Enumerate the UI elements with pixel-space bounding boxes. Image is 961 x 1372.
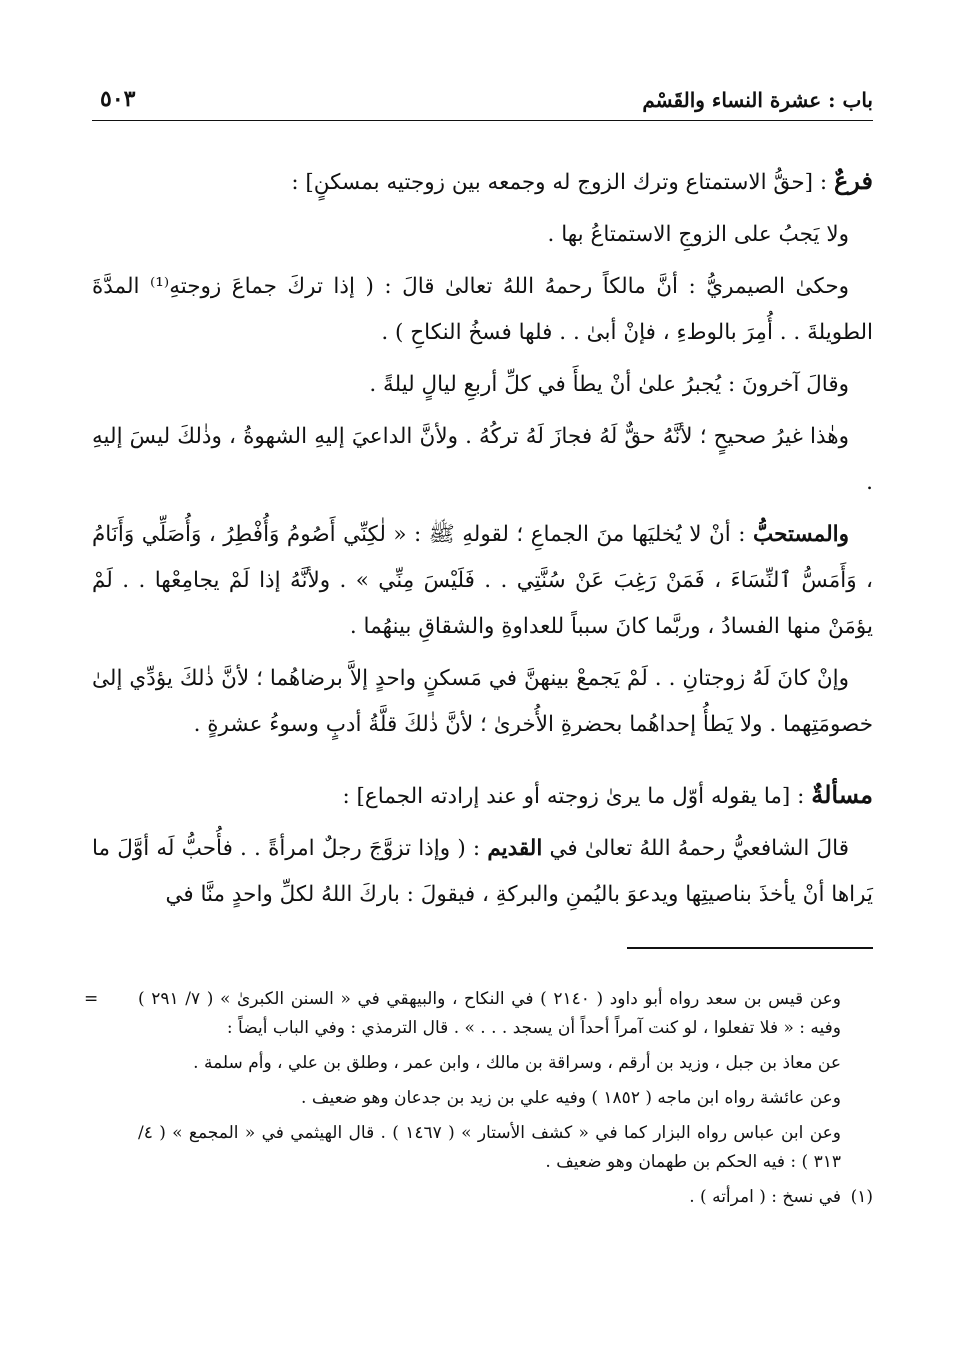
footnotes [84, 985, 873, 1218]
footnote-line-4: وعن ابن عباس رواه البزار كما في « كشف الأستار » ( ١٤٦٧ ) . قال الهيثمي في « المجمع » ( ٤/ ٣١٣ ) : فيه الحكم بن طهمان وهو ضعيف . [138, 1123, 841, 1172]
footnote-1 [92, 1183, 873, 1212]
chapter-title: باب : عشرة النساء والقَسْم [642, 88, 873, 112]
footnote-continuation: = وعن قيس بن سعد رواه أبو داود ( ٢١٤٠ ) في النكاح ، والبيهقي في « السنن الكبرىٰ » ( ٧/ ٢٩١ ) وفيه : « فلا تفعلوا ، لو كنت آمراً أحداً أن يسجد . . . » . قال الترمذي : وفي الباب أيضاً : [92, 985, 873, 1043]
footnote-1-text: في نسخ : ( امرأته ) . [689, 1187, 841, 1207]
paragraph-5-text: : أنْ لا يُخليَها منَ الجماعِ ؛ لقولهِ ﷺ : « لٰكِنِّي أَصُومُ وَأُفْطِرُ ، وَأُصَلِّي وَأَنَامُ ، وَأَمَسُّ ٱلنِّسَاءَ ، فَمَنْ رَغِبَ عَنْ سُنَّتِي . . فَلَيْسَ مِنِّي » . ولأنَّهُ إذا لَمْ يجامِعْها . . لَمْ يؤمَنْ منها الفسادُ ، وربَّما كانَ سبباً للعداوةِ والشقاقِ بينهُما . [92, 522, 873, 639]
page-header [92, 80, 873, 121]
footnote-line-2: عن معاذ بن جبل ، وزيد بن أرقم ، وسراقة بن مالك ، وابن عمر ، وطلق بن علي ، وأم سلمة . [193, 1053, 841, 1073]
masala-heading [92, 772, 873, 820]
paragraph-3: وقالَ آخرونَ : يُجبرُ علىٰ أنْ يطأَ في كلِّ أربعِ ليالٍ ليلةً . [369, 372, 849, 397]
paragraph-2: وحكىٰ الصيمريُّ : أنَّ مالكاً رحمهُ اللهُ تعالىٰ قالَ : ( إذا تركَ جماعَ زوجتهِ⁽¹⁾ المدَّةَ الطويلةَ . . أُمِرَ بالوطءِ ، فإنْ أبىٰ . . فلها فسخُ النكاحِ ) . [92, 274, 873, 345]
paragraph-4: وهٰذا غيرُ صحيحٍ ؛ لأنَّهُ حقٌّ لَهُ فجازَ لَهُ تركُهُ . ولأنَّ الداعيَ إليهِ الشهوةُ ، وذٰلكَ ليسَ إليهِ . [92, 424, 873, 495]
paragraph-5 [92, 512, 873, 650]
footnote-divider [627, 947, 873, 949]
footnote-line-3: وعن عائشة رواه ابن ماجه ( ١٨٥٢ ) وفيه علي بن زيد بن جدعان وهو ضعيف . [301, 1088, 841, 1108]
qadim-label: القديم [487, 836, 543, 861]
far3-title: : [حقُّ الاستمتاع وترك الزوج له وجمعه بين زوجتيه بمسكنٍ] : [291, 170, 834, 195]
page-number: ٥٠٣ [100, 86, 136, 112]
paragraph-7: قالَ الشافعيُّ رحمهُ اللهُ تعالىٰ في القديم : ( وإذا تزوَّجَ رجلٌ امرأةً . . فأُحبُّ لَه أوَّلَ ما يَراها أنْ يأخذَ بناصيتِها ويدعوَ باليُمنِ والبركةِ ، فيقولَ : باركَ اللهُ لكلِّ واحدٍ منَّا في [92, 836, 873, 907]
paragraph-6: وإنْ كانَ لَهُ زوجتانِ . . لَمْ يَجمعْ بينهنَّ في مَسكنٍ واحدٍ إلاَّ برضاهُما ؛ لأنَّ ذٰلكَ يؤدِّي إلىٰ خصومَتِهما . ولا يَطأُ إحداهُما بحضرةِ الأُخرىٰ ؛ لأنَّ ذٰلكَ قلَّةُ أدبٍ وسوءُ عشرةٍ . [92, 666, 873, 737]
paragraph-1: ولا يَجبُ على الزوجِ الاستمتاعُ بها . [547, 222, 849, 247]
masala-label: مسألةٌ [811, 780, 873, 809]
masala-title: : [ما يقوله أوّل ما يرىٰ زوجته أو عند إرادته الجماع] : [342, 784, 812, 809]
mustahabb-label: والمستحبُّ [753, 522, 849, 547]
continuation-mark: = [84, 989, 99, 1009]
main-text [92, 158, 873, 924]
footnote-1-number: (١) [850, 1187, 873, 1207]
book-page [84, 0, 873, 1372]
far3-heading [92, 158, 873, 206]
far3-label: فرعٌ [833, 166, 873, 195]
